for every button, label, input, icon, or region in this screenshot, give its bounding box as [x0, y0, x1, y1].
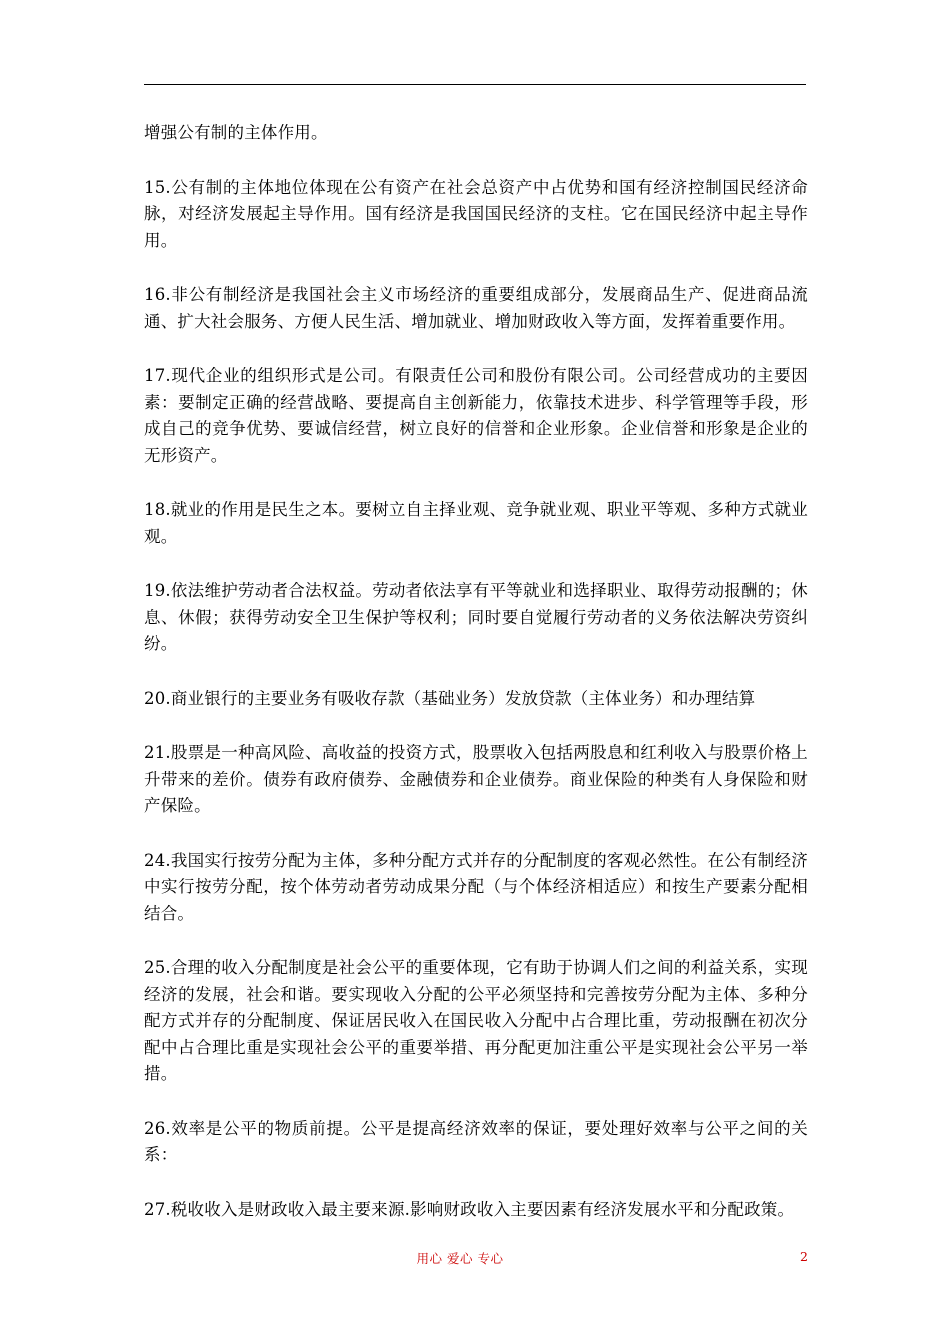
paragraph-24: 24.我国实行按劳分配为主体，多种分配方式并存的分配制度的客观必然性。在公有制经济中实行按劳分配，按个体劳动者劳动成果分配（与个体经济相适应）和按生产要素分配相结合。 [144, 850, 808, 923]
page-number: 2 [800, 1249, 808, 1264]
paragraph-15: 15.公有制的主体地位体现在公有资产在社会总资产中占优势和国有经济控制国民经济命脉，对经济发展起主导作用。国有经济是我国国民经济的支柱。它在国民经济中起主导作用。 [144, 177, 808, 250]
footer-slogan: 用心 爱心 专心 [416, 1251, 504, 1266]
paragraph-17: 17.现代企业的组织形式是公司。有限责任公司和股份有限公司。公司经营成功的主要因素：要制定正确的经营战略、要提高自主创新能力，依靠技术进步、科学管理等手段，形成自己的竞争优势、要诚信经营，树立良好的信誉和企业形象。企业信誉和形象是企业的无形资产。 [144, 366, 808, 465]
paragraph-16: 16.非公有制经济是我国社会主义市场经济的重要组成部分，发展商品生产、促进商品流通、扩大社会服务、方便人民生活、增加就业、增加财政收入等方面，发挥着重要作用。 [144, 285, 808, 331]
paragraph-21: 21.股票是一种高风险、高收益的投资方式，股票收入包括两股息和红利收入与股票价格上升带来的差价。债券有政府债券、金融债券和企业债券。商业保险的种类有人身保险和财产保险。 [144, 743, 808, 815]
paragraph-27: 27.税收收入是财政收入最主要来源.影响财政收入主要因素有经济发展水平和分配政策。 [144, 1199, 795, 1219]
paragraph-25: 25.合理的收入分配制度是社会公平的重要体现，它有助于协调人们之间的利益关系，实现经济的发展，社会和谐。要实现收入分配的公平必须坚持和完善按劳分配为主体、多种分配方式并存的分配制度、保证居民收入在国民收入分配中占合理比重，劳动报酬在初次分配中占合理比重是实现社会公平的重要举措、再分配更加注重公平是实现社会公平另一举措。 [144, 958, 808, 1083]
paragraph-19: 19.依法维护劳动者合法权益。劳动者依法享有平等就业和选择职业、取得劳动报酬的；休息、休假；获得劳动安全卫生保护等权利；同时要自觉履行劳动者的义务依法解决劳资纠纷。 [144, 581, 808, 653]
header-rule [144, 84, 806, 85]
paragraph-continuation: 增强公有制的主体作用。 [144, 123, 328, 142]
paragraph-18: 18.就业的作用是民生之本。要树立自主择业观、竞争就业观、职业平等观、多种方式就业观。 [144, 500, 808, 546]
document-body [144, 120, 808, 1251]
paragraph-26: 26.效率是公平的物质前提。公平是提高经济效率的保证，要处理好效率与公平之间的关系： [144, 1118, 808, 1164]
paragraph-20: 20.商业银行的主要业务有吸收存款（基础业务）发放贷款（主体业务）和办理结算 [144, 688, 756, 708]
